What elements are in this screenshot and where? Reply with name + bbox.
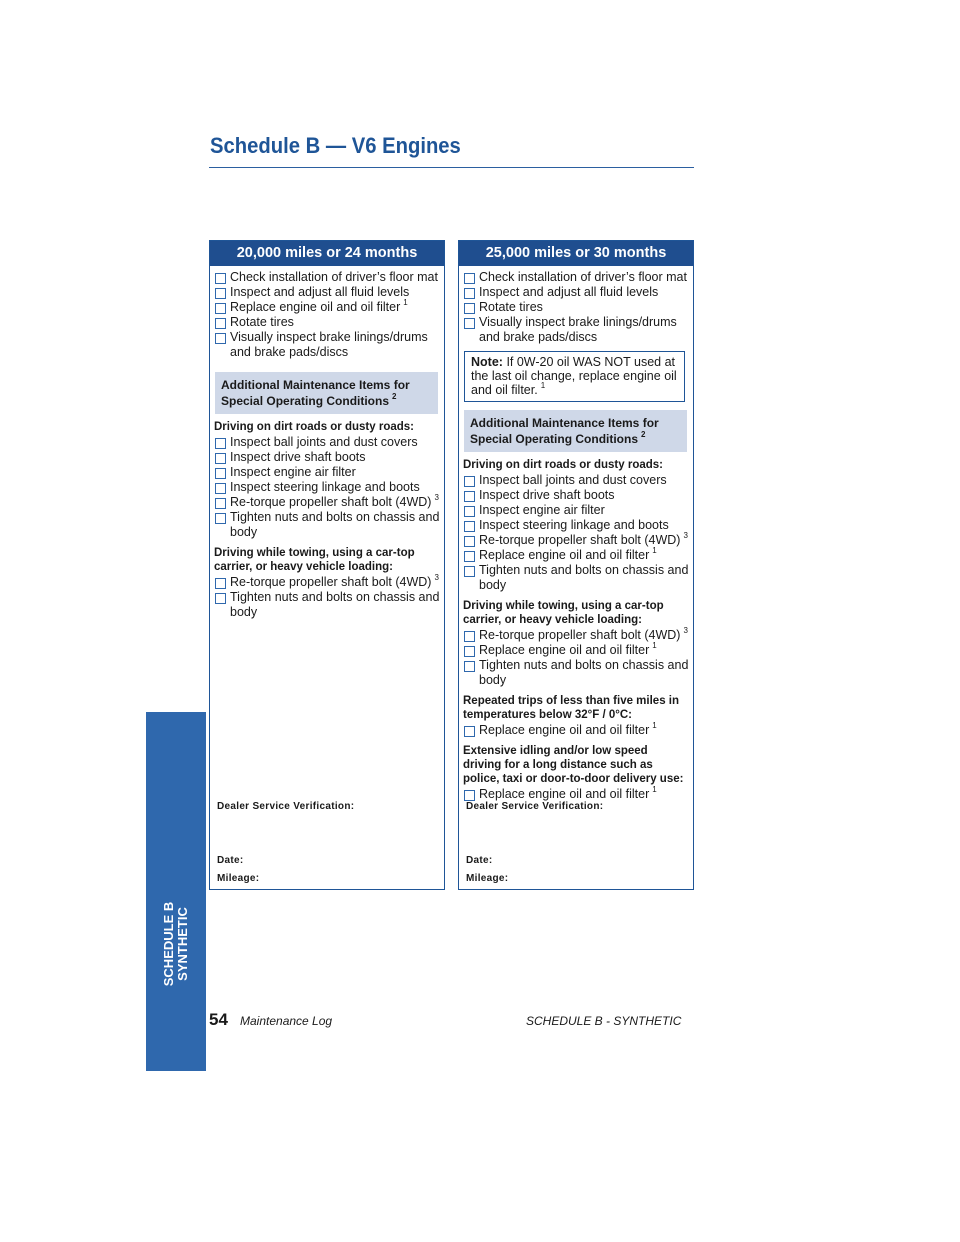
checklist-item-text: Replace engine oil and oil filter bbox=[479, 548, 650, 562]
checkbox-icon[interactable] bbox=[464, 506, 475, 517]
checklist-item-text: Inspect steering linkage and boots bbox=[230, 480, 420, 494]
condition-checklist bbox=[214, 435, 444, 540]
checklist-item bbox=[463, 658, 693, 688]
checklist-item-text: Tighten nuts and bolts on chassis and body bbox=[479, 658, 689, 687]
checkbox-icon[interactable] bbox=[215, 483, 226, 494]
checklist-item-text: Replace engine oil and oil filter bbox=[479, 787, 650, 801]
condition-checklist bbox=[214, 572, 444, 620]
checklist-item-text: Rotate tires bbox=[479, 300, 543, 314]
condition-heading: Extensive idling and/or low speed driving for a long distance such as police, taxi or door-to-door delivery use: bbox=[463, 745, 684, 785]
checkbox-icon[interactable] bbox=[464, 521, 475, 532]
checklist-item-text: Replace engine oil and oil filter bbox=[479, 643, 650, 657]
checklist-item bbox=[463, 285, 693, 300]
checklist-item-text: Inspect ball joints and dust covers bbox=[479, 473, 667, 487]
checklist-item-text: Tighten nuts and bolts on chassis and body bbox=[479, 563, 689, 592]
checklist-item-text: Check installation of driver’s floor mat bbox=[479, 270, 687, 284]
checklist-item-text: Tighten nuts and bolts on chassis and body bbox=[230, 590, 440, 619]
checklist-item bbox=[214, 315, 444, 330]
checklist-item bbox=[214, 492, 444, 510]
checklist-item bbox=[463, 270, 693, 285]
checkbox-icon[interactable] bbox=[215, 288, 226, 299]
checkbox-icon[interactable] bbox=[464, 303, 475, 314]
footnote-marker: 3 bbox=[434, 492, 439, 502]
checkbox-icon[interactable] bbox=[464, 726, 475, 737]
checkbox-icon[interactable] bbox=[464, 631, 475, 642]
checklist-item bbox=[214, 297, 444, 315]
checkbox-icon[interactable] bbox=[464, 491, 475, 502]
checklist-item-text: Re-torque propeller shaft bolt (4WD) bbox=[230, 495, 432, 509]
special-conditions-box bbox=[215, 372, 438, 414]
mileage-label: Mileage: bbox=[466, 873, 509, 884]
checkbox-icon[interactable] bbox=[464, 536, 475, 547]
checklist-item bbox=[214, 465, 444, 480]
special-footnote: 2 bbox=[392, 392, 397, 401]
checklist-item bbox=[214, 270, 444, 285]
checklist-item-text: Inspect steering linkage and boots bbox=[479, 518, 669, 532]
checklist-item-text: Tighten nuts and bolts on chassis and body bbox=[230, 510, 440, 539]
checkbox-icon[interactable] bbox=[464, 318, 475, 329]
checklist-item bbox=[214, 510, 444, 540]
mileage-label: Mileage: bbox=[217, 873, 260, 884]
checkbox-icon[interactable] bbox=[464, 273, 475, 284]
checklist-item-text: Inspect ball joints and dust covers bbox=[230, 435, 418, 449]
condition-heading: Driving while towing, using a car-top carrier, or heavy vehicle loading: bbox=[214, 547, 415, 573]
condition-heading: Repeated trips of less than five miles in temperatures below 32°F / 0°C: bbox=[463, 695, 680, 721]
checklist-item-text: Inspect engine air filter bbox=[479, 503, 605, 517]
footnote-marker: 1 bbox=[652, 784, 657, 794]
checkbox-icon[interactable] bbox=[464, 566, 475, 577]
note-label: Note: bbox=[471, 355, 503, 369]
checklist-item bbox=[463, 720, 693, 738]
page-number: 54 bbox=[209, 1010, 228, 1029]
side-tab bbox=[146, 712, 206, 1071]
checklist-item bbox=[463, 503, 693, 518]
condition-checklist bbox=[463, 720, 693, 738]
checkbox-icon[interactable] bbox=[464, 646, 475, 657]
checklist-item bbox=[463, 518, 693, 533]
column-header: 25,000 miles or 30 months bbox=[459, 241, 693, 266]
checklist-item bbox=[463, 784, 693, 802]
checklist-item-text: Inspect drive shaft boots bbox=[230, 450, 366, 464]
condition-heading: Driving while towing, using a car-top carrier, or heavy vehicle loading: bbox=[463, 600, 664, 626]
checkbox-icon[interactable] bbox=[464, 551, 475, 562]
checklist-item bbox=[463, 640, 693, 658]
footnote-marker: 3 bbox=[434, 572, 439, 582]
checklist-item-text: Inspect engine air filter bbox=[230, 465, 356, 479]
footnote-marker: 1 bbox=[652, 545, 657, 555]
checkbox-icon[interactable] bbox=[215, 498, 226, 509]
checkbox-icon[interactable] bbox=[215, 578, 226, 589]
date-label: Date: bbox=[466, 855, 493, 866]
interval-20000-column bbox=[209, 240, 445, 890]
title-divider bbox=[209, 167, 694, 168]
checklist-item-text: Check installation of driver’s floor mat bbox=[230, 270, 438, 284]
checklist-item-text: Inspect drive shaft boots bbox=[479, 488, 615, 502]
column-header: 20,000 miles or 24 months bbox=[210, 241, 444, 266]
note-footnote: 1 bbox=[540, 380, 546, 390]
condition-heading: Driving on dirt roads or dusty roads: bbox=[214, 421, 414, 433]
footnote-marker: 3 bbox=[683, 530, 688, 540]
checklist-item bbox=[214, 572, 444, 590]
checklist-item bbox=[463, 300, 693, 315]
checklist-item-text: Re-torque propeller shaft bolt (4WD) bbox=[230, 575, 432, 589]
special-conditions-title: Additional Maintenance Items for Special Operating Conditions bbox=[221, 378, 410, 408]
checkbox-icon[interactable] bbox=[215, 273, 226, 284]
main-checklist bbox=[463, 270, 693, 345]
checklist-item-text: Re-torque propeller shaft bolt (4WD) bbox=[479, 533, 681, 547]
checklist-item-text: Visually inspect brake linings/drums and brake pads/discs bbox=[479, 315, 677, 344]
footnote-marker: 1 bbox=[652, 640, 657, 650]
side-tab-line2: SYNTHETIC bbox=[175, 907, 190, 981]
special-sections bbox=[210, 420, 444, 620]
checkbox-icon[interactable] bbox=[215, 593, 226, 604]
special-conditions-title: Additional Maintenance Items for Special Operating Conditions bbox=[470, 416, 659, 446]
note-text: If 0W-20 oil WAS NOT used at the last oil change, replace engine oil and oil filter. bbox=[471, 355, 677, 397]
special-footnote: 2 bbox=[641, 430, 646, 439]
footnote-marker: 3 bbox=[683, 625, 688, 635]
checkbox-icon[interactable] bbox=[215, 453, 226, 464]
footnote-marker: 1 bbox=[652, 720, 657, 730]
checkbox-icon[interactable] bbox=[215, 468, 226, 479]
condition-heading: Driving on dirt roads or dusty roads: bbox=[463, 459, 663, 471]
side-tab-line1: SCHEDULE B bbox=[161, 901, 176, 987]
checkbox-icon[interactable] bbox=[464, 790, 475, 801]
checkbox-icon[interactable] bbox=[464, 661, 475, 672]
checklist-item-text: Replace engine oil and oil filter bbox=[479, 723, 650, 737]
checklist-item bbox=[214, 285, 444, 300]
side-tab-label bbox=[162, 902, 190, 987]
checkbox-icon[interactable] bbox=[215, 513, 226, 524]
checklist-item-text: Visually inspect brake linings/drums and brake pads/discs bbox=[230, 330, 428, 359]
checklist-item-text: Replace engine oil and oil filter bbox=[230, 300, 401, 314]
oil-note bbox=[464, 351, 685, 402]
dealer-verification-label: Dealer Service Verification: bbox=[466, 801, 604, 812]
checklist-item-text: Inspect and adjust all fluid levels bbox=[479, 285, 659, 299]
condition-checklist bbox=[463, 784, 693, 802]
checklist-item bbox=[214, 435, 444, 450]
checkbox-icon[interactable] bbox=[464, 476, 475, 487]
checklist-item bbox=[463, 315, 693, 345]
date-label: Date: bbox=[217, 855, 244, 866]
checklist-item bbox=[214, 330, 444, 360]
checklist-item bbox=[463, 545, 693, 563]
footer-left-label: Maintenance Log bbox=[240, 1014, 333, 1028]
checklist-item bbox=[463, 625, 693, 643]
checklist-item bbox=[463, 563, 693, 593]
checklist-item bbox=[214, 480, 444, 495]
checkbox-icon[interactable] bbox=[464, 288, 475, 299]
checkbox-icon[interactable] bbox=[215, 438, 226, 449]
special-sections bbox=[459, 458, 693, 802]
footnote-marker: 1 bbox=[403, 297, 408, 307]
condition-checklist bbox=[463, 625, 693, 688]
footer-right-label: SCHEDULE B - SYNTHETIC bbox=[526, 1014, 682, 1028]
checklist-item-text: Re-torque propeller shaft bolt (4WD) bbox=[479, 628, 681, 642]
main-checklist bbox=[214, 270, 444, 360]
checkbox-icon[interactable] bbox=[215, 318, 226, 329]
checkbox-icon[interactable] bbox=[215, 333, 226, 344]
dealer-verification-label: Dealer Service Verification: bbox=[217, 801, 355, 812]
checklist-item-text: Inspect and adjust all fluid levels bbox=[230, 285, 410, 299]
checklist-item bbox=[214, 590, 444, 620]
page-title: Schedule B — V6 Engines bbox=[210, 133, 461, 158]
checklist-item bbox=[463, 488, 693, 503]
checklist-item-text: Rotate tires bbox=[230, 315, 294, 329]
special-conditions-box bbox=[464, 410, 687, 452]
checklist-item bbox=[463, 473, 693, 488]
condition-checklist bbox=[463, 473, 693, 593]
interval-25000-column bbox=[458, 240, 694, 890]
checklist-item bbox=[463, 530, 693, 548]
checklist-item bbox=[214, 450, 444, 465]
checkbox-icon[interactable] bbox=[215, 303, 226, 314]
